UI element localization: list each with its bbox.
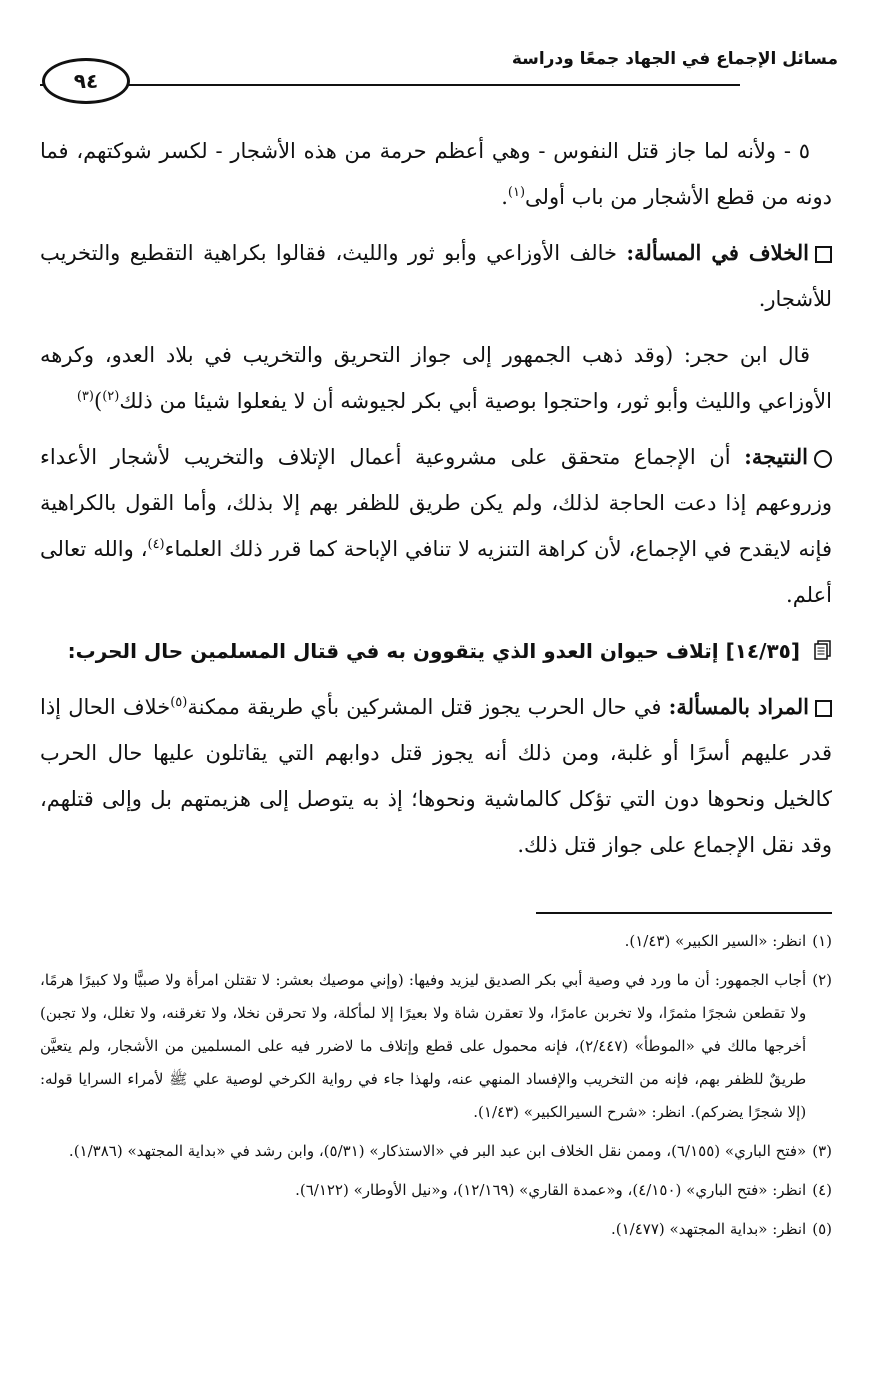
footnote-2 [40,964,832,1129]
paragraph-ibn-hajar [40,332,832,424]
ibn-hajar-text: قال ابن حجر: (وقد ذهب الجمهور إلى جواز التحريق والتخريب في بلاد العدو، وكرهه الأوزاعي والليث وأبو ثور، واحتجوا بوصية أبي بكر لجيوشه أن لا يفعلوا شيئا من ذلك [40,343,832,413]
murad-text-2: خلاف الحال إذا قدر عليهم أسرًا أو غلبة، ومن ذلك أنه يجوز قتل دوابهم التي يقاتلون عليها حال الحرب كالخيل ونحوها دون التي تؤكل كالماشية ونحوها؛ إذ به يتوصل إلى هزيمتهم بل وإلى قتلهم، وقد نقل الإجماع على جواز قتل ذلك. [40,695,832,857]
natija-text: أن الإجماع متحقق على مشروعية أعمال الإتلاف والتخريب لأشجار الأعداء وزروعهم إذا دعت الحاجة لذلك، ولم يكن طريق للظفر بهم إلا بذلك، وأما القول بالكراهية فإنه لايقدح في الإجماع، لأن كراهة التنزيه لا تنافي الإباحة كما قرر ذلك العلماء [40,445,832,561]
footnote-ref-2: (٢) [102,389,120,404]
footnote-number: (٢) [812,971,832,989]
square-bullet-icon [815,700,832,717]
footnotes [40,925,832,1252]
footnote-ref-3: (٣) [76,389,94,404]
main-text [40,128,832,878]
header-rule [40,84,740,86]
point-5-end: . [501,185,508,209]
khilaf-label: الخلاف في المسألة: [626,240,810,265]
footnote-3 [40,1135,832,1168]
khilaf-text: خالف الأوزاعي وأبو ثور والليث، فقالوا بكراهية التقطيع والتخريب للأشجار. [40,241,832,311]
paragraph-murad [40,684,832,868]
paragraph-point-5 [40,128,832,220]
ibn-hajar-close: ) [93,389,103,413]
footnote-separator [536,912,832,914]
footnote-text: انظر: «السير الكبير» (١/٤٣). [624,932,807,950]
footnote-number: (١) [812,932,832,950]
paragraph-natija [40,434,832,618]
running-title: مسائل الإجماع في الجهاد جمعًا ودراسة [511,49,838,69]
book-page [40,0,840,1387]
footnote-ref-1: (١) [507,185,526,200]
footnote-text: «فتح الباري» (٦/١٥٥)، وممن نقل الخلاف ابن عبد البر في «الاستذكار» (٥/٣١)، وابن رشد في «بداية المجتهد» (١/٣٨٦). [68,1142,807,1160]
point-5-text: ٥ - ولأنه لما جاز قتل النفوس - وهي أعظم حرمة من هذه الأشجار - لكسر شوكتهم، فما دونه من قطع الأشجار من باب أولى [40,139,832,209]
section-heading [40,628,832,674]
document-stack-icon [812,640,832,662]
footnote-text: انظر: «فتح الباري» (٤/١٥٠)، و«عمدة القاري» (١٢/١٦٩)، و«نيل الأوطار» (٦/١٢٢). [295,1181,807,1199]
square-bullet-icon [815,246,832,263]
footnote-4 [40,1174,832,1207]
footnote-text: انظر: «بداية المجتهد» (١/٤٧٧). [610,1220,807,1238]
natija-end: ، والله تعالى أعلم. [40,537,832,607]
natija-label: النتيجة: [744,444,808,469]
footnote-number: (٣) [812,1142,832,1160]
footnote-ref-5: (٥) [170,695,188,710]
section-heading-text: [١٤/٣٥] إتلاف حيوان العدو الذي يتقوون به في قتال المسلمين حال الحرب: [67,639,800,663]
footnote-number: (٤) [812,1181,832,1199]
footnote-number: (٥) [812,1220,832,1238]
murad-text-1: في حال الحرب يجوز قتل المشركين بأي طريقة ممكنة [187,695,662,719]
page-number: ٩٤ [42,58,130,104]
footnote-ref-4: (٤) [147,537,165,552]
paragraph-khilaf [40,230,832,322]
murad-label: المراد بالمسألة: [668,694,810,719]
footnote-5 [40,1213,832,1246]
circle-bullet-icon [814,450,832,468]
footnote-1 [40,925,832,958]
footnote-text: أجاب الجمهور: أن ما ورد في وصية أبي بكر الصديق ليزيد وفيها: (وإني موصيك بعشر: لا تقتلن امرأة ولا صبيًّا ولا كبيرًا هرمًا، ولا تقطعن شجرًا مثمرًا، ولا تخربن عامرًا، ولا تعقرن شاة ولا بعيرًا إلا لمأكلة، ولا تحرقن نخلا، ولا تغرقنه، ولا تغلل، ولا تجبن) أخرجها مالك في «الموطأ» (٢/٤٤٧)، فإنه محمول على قطع وإتلاف ما لاضرر فيه على المسلمين من الأشجار، ولم يتعيَّن طريقٌ للظفر بهم، فإنه من التخريب والإفساد المنهي عنه، ولهذا جاء في رواية الكرخي لوصية علي ﷺ لأمراء السرايا قوله: (إلا شجرًا يضركم). انظر: «شرح السيرالكبير» (١/٤٣). [40,971,807,1121]
